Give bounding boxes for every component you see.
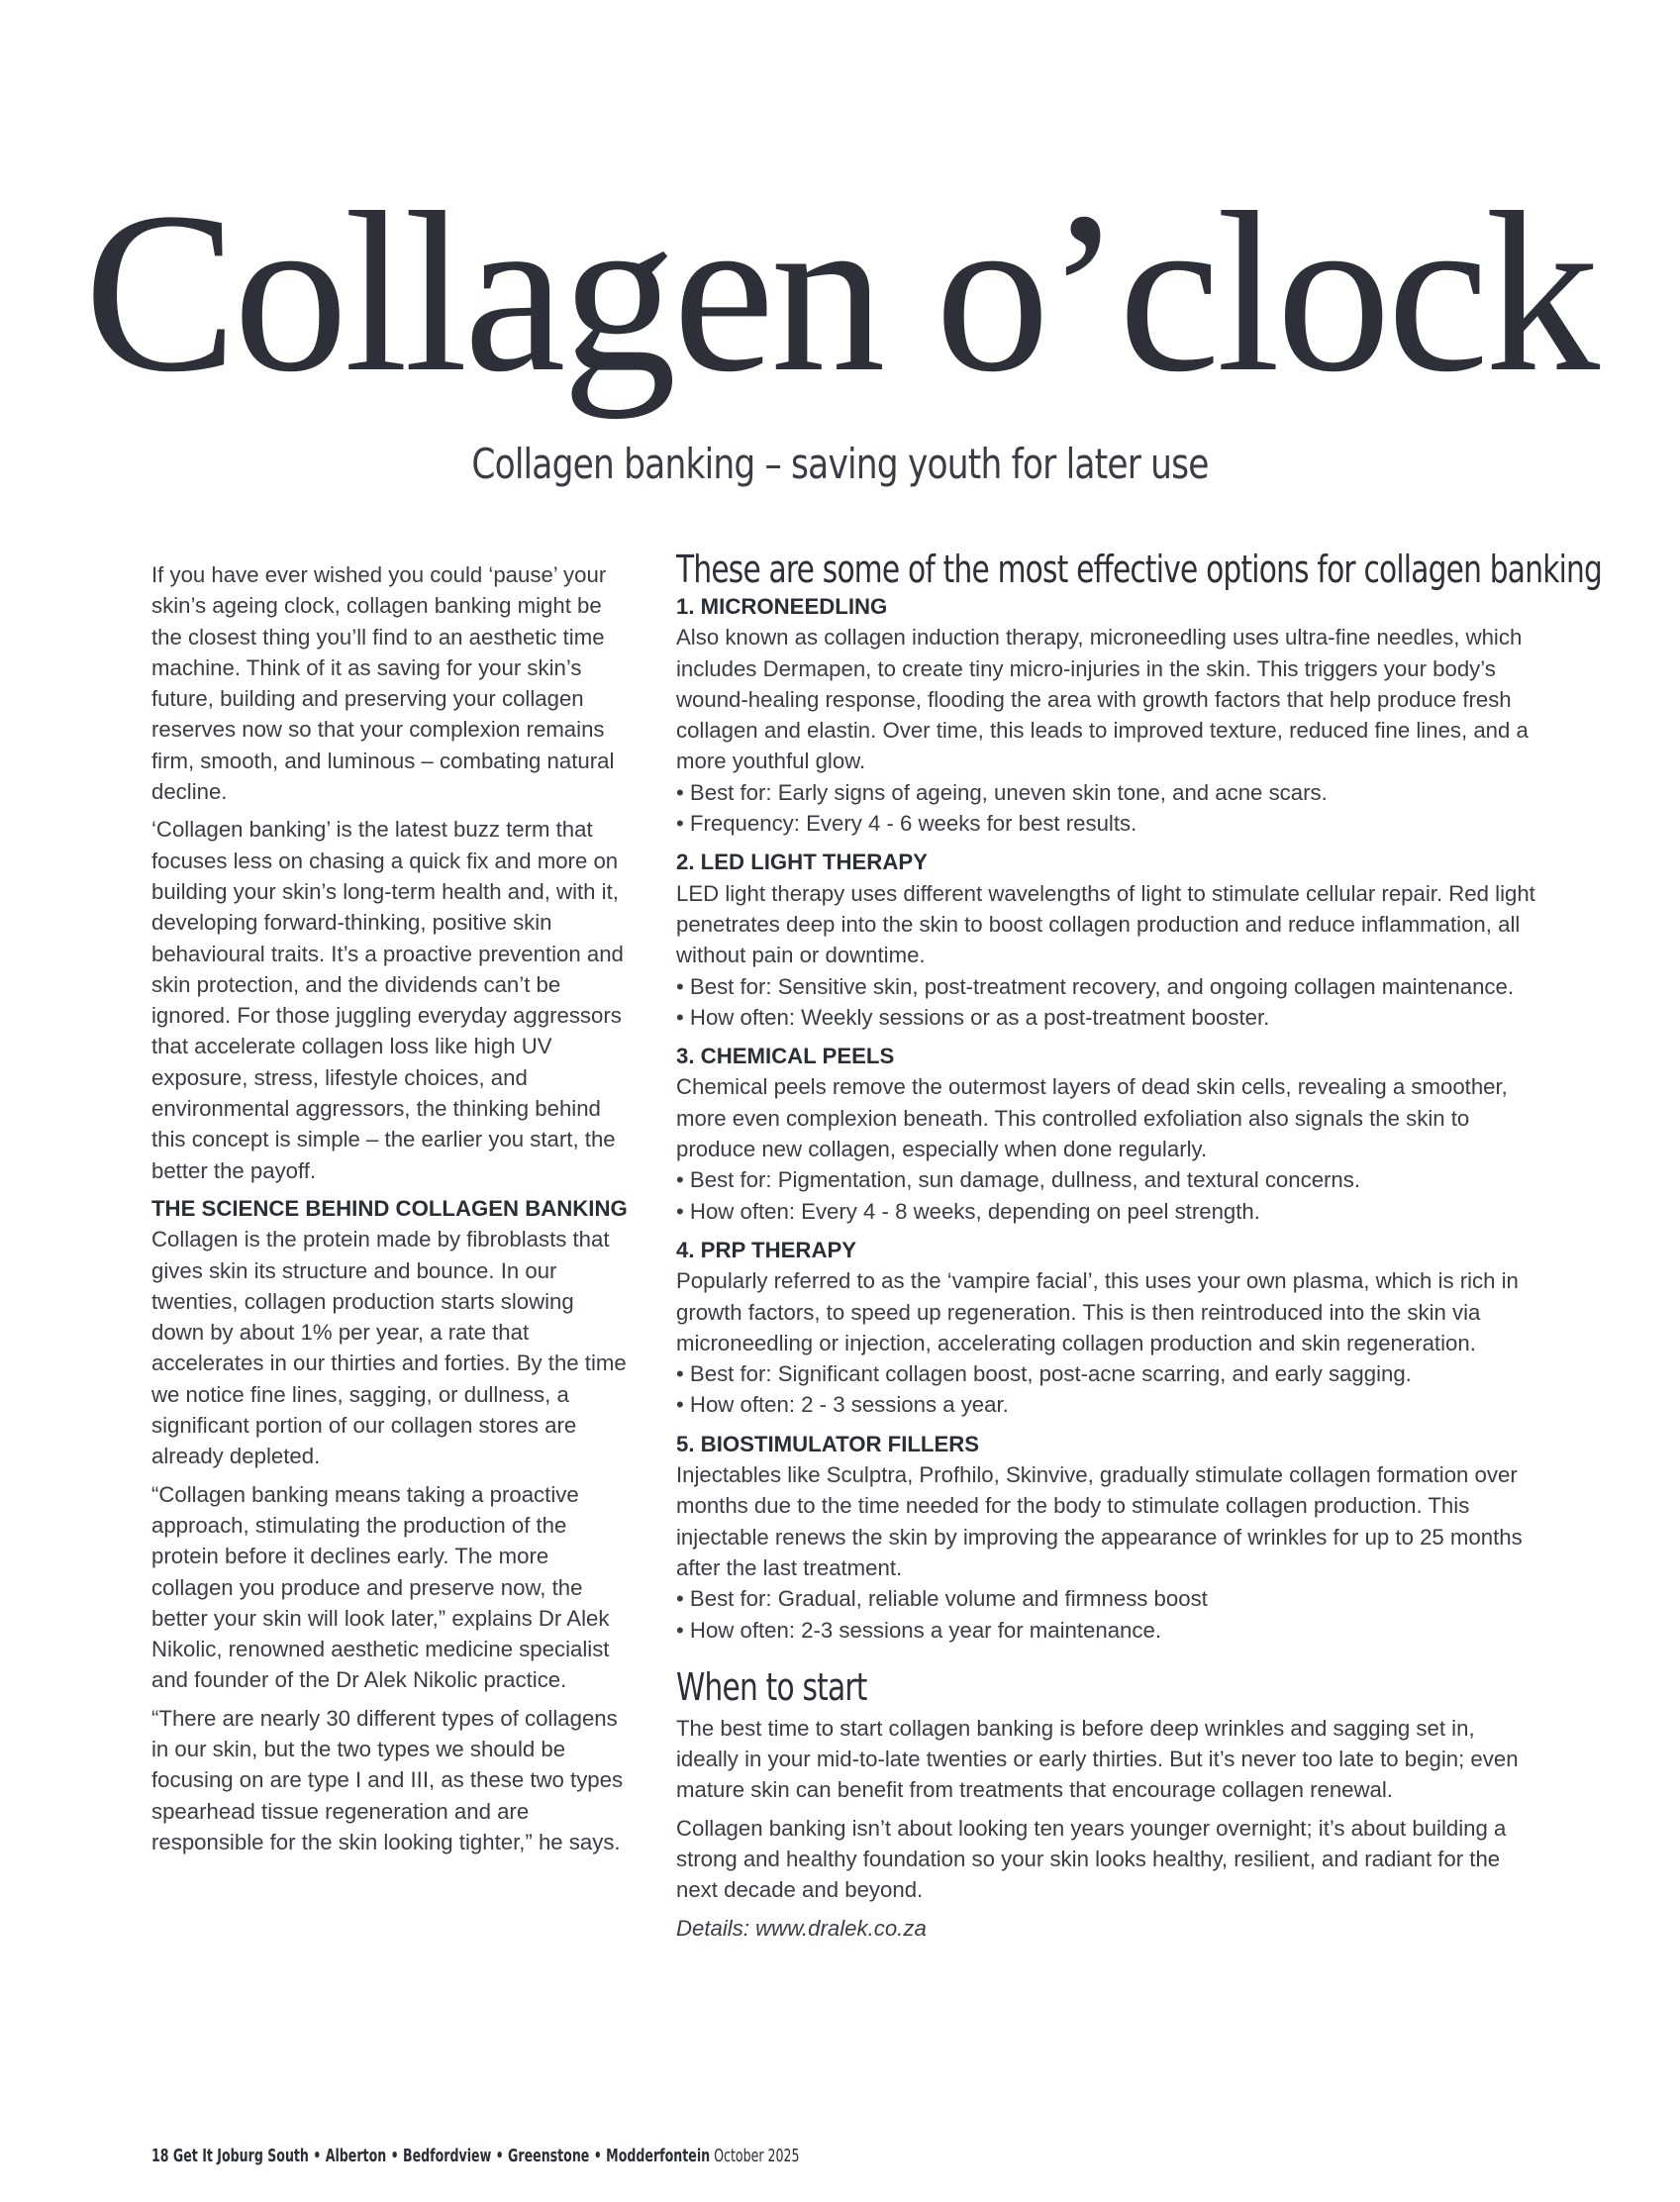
option-led-light-therapy <box>676 847 1535 1033</box>
buzz-term-paragraph: ‘Collagen banking’ is the latest buzz term that focuses less on chasing a quick fix and more on building your skin’s long-term health and, with it, developing forward-thinking, positive skin behavioural traits. It’s a proactive prevention and skin protection, and the dividends can’t be ignored. For those juggling everyday aggressors that accelerate collagen loss like high UV exposure, stress, lifestyle choices, and environmental aggressors, the thinking behind this concept is simple – the earlier you start, the better the payoff. <box>151 817 624 1183</box>
option-bullet: • How often: 2-3 sessions a year for maintenance. <box>676 1617 1161 1643</box>
option-bullet: • How often: Weekly sessions or as a post-treatment booster. <box>676 1004 1270 1030</box>
option-body: Popularly referred to as the ‘vampire facial’, this uses your own plasma, which is rich in growth factors, to speed up regeneration. This is then reintroduced into the skin via microneedling or injection, accelerating collagen production and skin regeneration. <box>676 1268 1519 1355</box>
science-heading: THE SCIENCE BEHIND COLLAGEN BANKING <box>151 1195 628 1221</box>
details-link[interactable]: Details: www.dralek.co.za <box>676 1915 927 1941</box>
left-column <box>151 559 632 1864</box>
quote-paragraph-1: “Collagen banking means taking a proactive approach, stimulating the production of the protein before it declines early. The more collagen you produce and preserve now, the better your skin will look later,” explains Dr Alek Nikolic, renowned aesthetic medicine specialist and founder of the Dr Alek Nikolic practice. <box>151 1481 610 1693</box>
option-bullet: • Best for: Significant collagen boost, post-acne scarring, and early sagging. <box>676 1361 1412 1387</box>
option-bullet: • How often: Every 4 - 8 weeks, depending on peel strength. <box>676 1198 1260 1224</box>
option-bullet: • Best for: Early signs of ageing, uneven skin tone, and acne scars. <box>676 779 1328 805</box>
option-bullet: • Frequency: Every 4 - 6 weeks for best results. <box>676 811 1137 837</box>
option-bullet: • Best for: Gradual, reliable volume and firmness boost <box>676 1586 1208 1612</box>
option-biostimulator-fillers <box>676 1429 1535 1646</box>
page-footer <box>151 2147 800 2166</box>
right-column <box>676 548 1603 1944</box>
option-title: 3. CHEMICAL PEELS <box>676 1044 895 1069</box>
article-subtitle: Collagen banking – saving youth for later use <box>471 440 1209 488</box>
option-title: 1. MICRONEEDLING <box>676 594 888 619</box>
quote-paragraph-2: “There are nearly 30 different types of collagens in our skin, but the two types we should be focusing on are type I and III, as these two types spearhead tissue regeneration and are responsible for the skin looking tighter,” he says. <box>151 1705 624 1854</box>
article-title: Collagen o’clock <box>83 165 1597 420</box>
option-body: Injectables like Sculptra, Profhilo, Skinvive, gradually stimulate collagen formation over months due to the time needed for the body to stimulate collagen production. This injectable renews the skin by improving the appearance of wrinkles for up to 25 months after the last treatment. <box>676 1462 1523 1580</box>
science-paragraph: Collagen is the protein made by fibroblasts that gives skin its structure and bounce. In our twenties, collagen production starts slowing down by about 1% per year, a rate that accelerates in our thirties and forties. By the time we notice fine lines, sagging, or dullness, a significant portion of our collagen stores are already depleted. <box>151 1227 627 1469</box>
footer-date: October 2025 <box>714 2147 800 2166</box>
when-paragraph-2: Collagen banking isn’t about looking ten years younger overnight; it’s about building a strong and healthy foundation so your skin looks healthy, resilient, and radiant for the next decade and beyond. <box>676 1815 1507 1903</box>
option-body: LED light therapy uses different wavelengths of light to stimulate cellular repair. Red light penetrates deep into the skin to boost collagen production and reduce inflammation, all without pain or downtime. <box>676 880 1535 968</box>
options-heading: These are some of the most effective options for collagen banking <box>676 548 1603 591</box>
option-body: Chemical peels remove the outermost layers of dead skin cells, revealing a smoother, more even complexion beneath. This controlled exfoliation also signals the skin to produce new collagen, especially when done regularly. <box>676 1074 1508 1162</box>
option-chemical-peels <box>676 1041 1535 1227</box>
option-title: 2. LED LIGHT THERAPY <box>676 850 928 875</box>
when-paragraph-1: The best time to start collagen banking is before deep wrinkles and sagging set in, ideally in your mid-to-late twenties or early thirties. But it’s never too late to begin; even mature skin can benefit from treatments that encourage collagen renewal. <box>676 1715 1519 1803</box>
intro-paragraph: If you have ever wished you could ‘pause’ your skin’s ageing clock, collagen banking might be the closest thing you’ll find to an aesthetic time machine. Think of it as saving for your skin’s future, building and preserving your collagen reserves now so that your complexion remains firm, smooth, and luminous – combating natural decline. <box>151 562 615 805</box>
option-body: Also known as collagen induction therapy, microneedling uses ultra-fine needles, which includes Dermapen, to create tiny micro-injuries in the skin. This triggers your body’s wound-healing response, flooding the area with growth factors that help produce fresh collagen and elastin. Over time, this leads to improved texture, reduced fine lines, and a more youthful glow. <box>676 625 1529 774</box>
option-prp-therapy <box>676 1235 1535 1421</box>
option-title: 5. BIOSTIMULATOR FILLERS <box>676 1431 980 1456</box>
option-bullet: • Best for: Sensitive skin, post-treatment recovery, and ongoing collagen maintenance. <box>676 973 1515 999</box>
option-microneedling <box>676 591 1535 839</box>
when-to-start-heading: When to start <box>676 1664 867 1709</box>
option-bullet: • Best for: Pigmentation, sun damage, dullness, and textural concerns. <box>676 1167 1361 1193</box>
footer-publication: 18 Get It Joburg South • Alberton • Bedfordview • Greenstone • Modderfontein <box>151 2147 711 2166</box>
option-title: 4. PRP THERAPY <box>676 1237 857 1262</box>
option-bullet: • How often: 2 - 3 sessions a year. <box>676 1392 1009 1418</box>
